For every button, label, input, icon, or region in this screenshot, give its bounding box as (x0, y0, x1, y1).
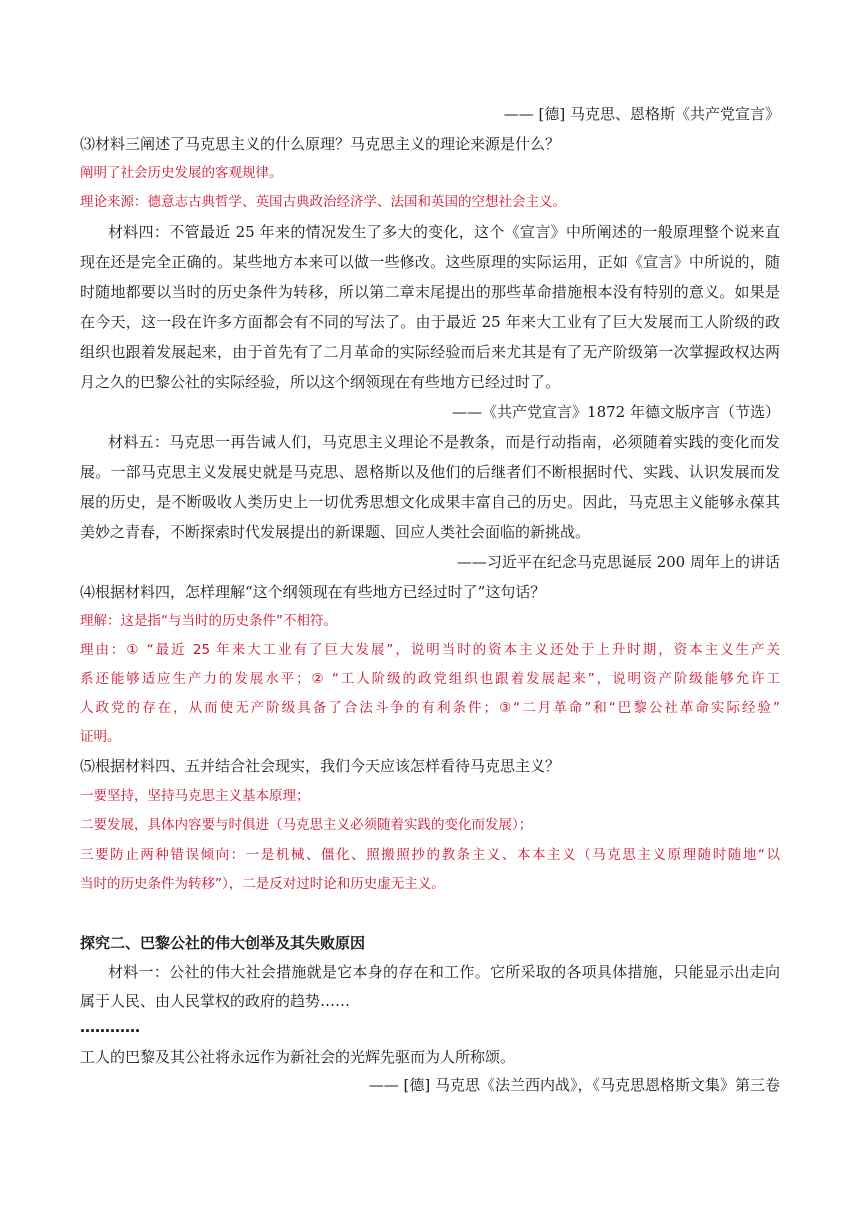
answer-5-line: 三要防止两种错误倾向：一是机械、僵化、照搬照抄的教条主义、本本主义（马克思主义原理随时随地“以 (80, 847, 780, 863)
material-4-line: 现在还是完全正确的。某些地方本来可以做一些修改。这些原理的实际运用，正如《宣言》中所说的，随 (80, 253, 780, 271)
source-citation-manifesto: —— [德] 马克思、恩格斯《共产党宣言》 (503, 105, 780, 123)
material-4-line: 月之久的巴黎公社的实际经验，所以这个纲领现在有些地方已经过时了。 (80, 373, 561, 391)
material-4-line: 时随地都要以当时的历史条件为转移，所以第二章末尾提出的那些革命措施根本没有特别的意义。如果是 (80, 283, 780, 301)
section-2-material-1-line: 属于人民、由人民掌权的政府的趋势…… (80, 992, 351, 1010)
material-4-line: 组织也跟着发展起来，由于首先有了二月革命的实际经验而后来尤其是有了无产阶级第一次掌握政权达两 (80, 343, 780, 361)
answer-5-line: 二要发展，具体内容要与时俱进（马克思主义必须随着实践的变化而发展）； (80, 817, 533, 833)
question-3: ⑶材料三阐述了马克思主义的什么原理？马克思主义的理论来源是什么？ (80, 135, 561, 153)
section-2-material-1-line: 材料一：公社的伟大社会措施就是它本身的存在和工作。它所采取的各项具体措施，只能显示出走向 (108, 963, 780, 981)
material-5-line: 展。一部马克思主义发展史就是马克思、恩格斯以及他们的后继者们不断根据时代、实践、认识发展而发 (80, 463, 780, 481)
material-4-line: 在今天，这一段在许多方面都会有不同的写法了。由于最近 25 年来大工业有了巨大发展而工人阶级的政 (80, 313, 780, 331)
answer-3-sources: 理论来源：德意志古典哲学、英国古典政治经济学、法国和英国的空想社会主义。 (80, 194, 566, 210)
section-2-closing: 工人的巴黎及其公社将永远作为新社会的光辉先驱而为人所称颂。 (80, 1048, 516, 1066)
ellipsis-separator: ………… (80, 1018, 140, 1036)
answer-4-reason-line: 人政党的存在，从而使无产阶级具备了合法斗争的有利条件；③“二月革命”和“巴黎公社革命实际经验” (80, 700, 780, 716)
answer-5-line: 一要坚持，坚持马克思主义基本原理； (80, 788, 310, 804)
answer-4-reason-line: 理由：① “最近 25 年来大工业有了巨大发展”，说明当时的资本主义还处于上升时期，资本主义生产关 (80, 642, 780, 658)
material-4-source: ——《共产党宣言》1872 年德文版序言（节选） (452, 403, 780, 421)
material-5-line: 材料五：马克思一再告诫人们，马克思主义理论不是教条，而是行动指南，必须随着实践的变化而发 (108, 433, 780, 451)
answer-4-reason-line: 证明。 (80, 729, 121, 745)
answer-3-principle: 阐明了社会历史发展的客观规律。 (80, 165, 283, 181)
answer-4-understanding: 理解：这是指“与当时的历史条件”不相符。 (80, 613, 337, 629)
section-2-heading: 探究二、巴黎公社的伟大创举及其失败原因 (80, 934, 366, 952)
material-5-line: 展的历史，是不断吸收人类历史上一切优秀思想文化成果丰富自己的历史。因此，马克思主义能够永葆其 (80, 493, 780, 511)
material-5-source: ——习近平在纪念马克思诞辰 200 周年上的讲话 (456, 553, 780, 571)
section-2-source: —— [德] 马克思《法兰西内战》，《马克思恩格斯文集》第三卷 (368, 1076, 780, 1094)
material-5-line: 美妙之青春，不断探索时代发展提出的新课题、回应人类社会面临的新挑战。 (80, 523, 591, 541)
question-5: ⑸根据材料四、五并结合社会现实，我们今天应该怎样看待马克思主义？ (80, 757, 561, 775)
answer-4-reason-line: 系还能够适应生产力的发展水平；② “工人阶级的政党组织也跟着发展起来”，说明资产阶级能够允许工 (80, 671, 780, 687)
material-4-line: 材料四：不管最近 25 年来的情况发生了多大的变化，这个《宣言》中所阐述的一般原理整个说来直 (108, 223, 780, 241)
question-4: ⑷根据材料四，怎样理解“这个纲领现在有些地方已经过时了”这句话？ (80, 583, 546, 601)
answer-5-line: 当时的历史条件为转移”），二是反对过时论和历史虚无主义。 (80, 876, 445, 892)
